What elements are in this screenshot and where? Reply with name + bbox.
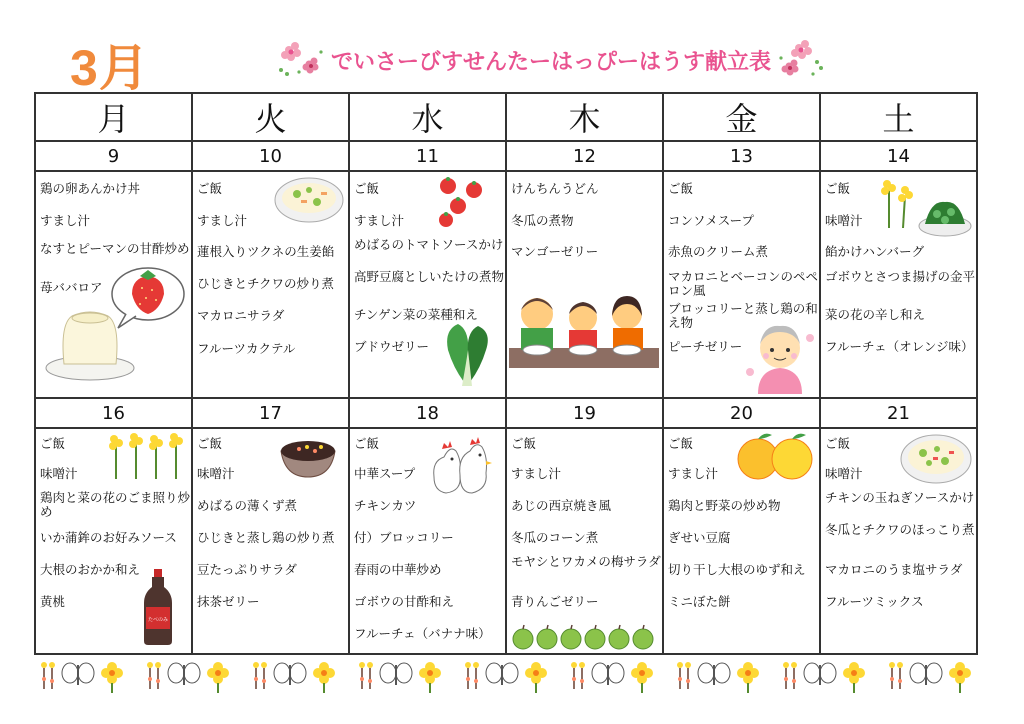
green-apple-icon [509,623,659,651]
plum-flower-icon [275,38,325,82]
date-cell: 17 [192,398,349,428]
weekday-mon: 月 [35,93,192,141]
menu-item: すまし汁 [511,466,562,481]
menu-item: ブドウゼリー [354,339,430,354]
day-cell [349,171,506,398]
weekday-wed: 水 [349,93,506,141]
family-eating-noodles-icon [509,284,659,368]
menu-item: ピーチゼリー [668,339,743,354]
date-cell: 9 [35,141,192,171]
menu-item: マンゴーゼリー [511,244,599,259]
menu-item: 切り干し大根のゆず和え [668,562,806,577]
menu-item: すまし汁 [40,213,91,228]
header [0,0,1024,96]
day-cell [506,428,663,654]
date-cell: 16 [35,398,192,428]
title-banner [275,38,827,82]
greens-dish-icon [917,192,973,238]
bok-choy-icon [432,320,502,390]
menu-item: マカロニのうま塩サラダ [825,562,963,577]
tomato-icon [436,174,492,228]
chicken-icon [426,431,502,507]
menu-item: ひじきと蒸し鶏の炒り煮 [197,530,335,545]
menu-item: 黄桃 [40,594,66,609]
menu-item: 菜の花の辛し和え [825,307,926,322]
date-cell: 13 [663,141,820,171]
day-cell [35,428,192,654]
plum-flower-icon [777,38,827,82]
menu-item: すまし汁 [197,213,248,228]
day-cell [192,428,349,654]
menu-item: 中華スープ [354,466,416,481]
menu-item: ぎせい豆腐 [668,530,731,545]
menu-item: フルーツカクテル [197,341,296,356]
date-row [35,398,977,428]
menu-item: モヤシとワカメの梅サラダ [511,554,661,569]
bavarois-dessert-icon [42,264,190,388]
bottle-label: たべのみ [147,617,169,623]
elderly-woman-eating-icon [744,322,816,396]
menu-item: 冬瓜の煮物 [511,213,574,228]
menu-item: 味噌汁 [825,466,863,481]
menu-item: けんちんうどん [511,181,599,196]
menu-item: いか蒲鉾のお好みソース [40,530,177,545]
date-cell: 21 [820,398,977,428]
menu-item: あじの西京焼き風 [511,498,612,513]
menu-item: 苺ババロア [40,280,103,295]
flower-butterfly-border-icon [34,655,978,695]
menu-item: なすとピーマンの甘酢炒め [40,241,190,256]
menu-item: ご飯 [197,181,223,196]
day-cell [35,171,192,398]
menu-item: ミニぼた餅 [668,594,731,609]
day-cell [506,171,663,398]
menu-item: めばるの薄くず煮 [197,498,298,513]
menu-calendar [34,92,978,655]
menu-row [35,171,977,398]
date-cell: 19 [506,398,663,428]
day-cell [820,171,977,398]
date-cell: 11 [349,141,506,171]
menu-item: 大根のおかか和え [40,562,141,577]
yuzu-citrus-icon [734,429,816,483]
day-cell [663,171,820,398]
salad-bowl-icon [899,431,973,487]
weekday-tue: 火 [192,93,349,141]
menu-item: 味噌汁 [197,466,235,481]
menu-item: 冬瓜のコーン煮 [511,530,599,545]
menu-item: ゴボウの甘酢和え [354,594,455,609]
date-cell: 10 [192,141,349,171]
day-cell [820,428,977,654]
menu-item: ご飯 [825,436,851,451]
weekday-fri: 金 [663,93,820,141]
menu-item: すまし汁 [354,213,405,228]
menu-item: チキンの玉ねぎソースかけ [825,490,975,505]
date-cell: 14 [820,141,977,171]
rapeseed-flower-icon [877,176,917,230]
menu-item: 抹茶ゼリー [197,594,260,609]
menu-item: コンソメスープ [668,213,755,228]
menu-item: ご飯 [668,436,694,451]
menu-item: マカロニとベーコンのペペロン風 [668,269,819,298]
menu-item: ブロッコリーと蒸し鶏の和え物 [668,301,818,330]
menu-item: 餡かけハンバーグ [825,244,925,259]
day-cell [192,171,349,398]
menu-item: 鶏の卵あんかけ丼 [40,181,141,196]
menu-title: でいさーびすせんたーはっぴーはうす献立表 [331,49,772,75]
menu-item: 蓮根入りツクネの生姜餡 [197,244,335,259]
date-cell: 20 [663,398,820,428]
menu-item: ゴボウとさつま揚げの金平 [825,269,976,284]
menu-item: 付）ブロッコリー [354,530,454,545]
menu-item: ひじきとチクワの炒り煮 [197,276,335,291]
menu-item: 春雨の中華炒め [354,562,442,577]
menu-item: フルーツミックス [825,594,924,609]
weekday-sat: 土 [820,93,977,141]
date-row [35,141,977,171]
menu-item: 鶏肉と菜の花のごま照り炒め [40,490,191,519]
menu-item: 冬瓜とチクワのほっこり煮 [825,522,975,537]
menu-item: ご飯 [825,181,851,196]
menu-item: 豆たっぷりサラダ [197,562,297,577]
menu-item: 高野豆腐としいたけの煮物 [354,269,505,284]
date-cell: 12 [506,141,663,171]
menu-item: ご飯 [40,436,66,451]
menu-item: 鶏肉と野菜の炒め物 [668,498,781,513]
menu-item: 青りんごゼリー [511,594,599,609]
menu-item: マカロニサラダ [197,308,285,323]
menu-item: すまし汁 [668,466,719,481]
month-title: 3月 [70,40,150,96]
rapeseed-flower-icon [106,431,186,481]
menu-item: ご飯 [668,181,694,196]
menu-item: ご飯 [511,436,537,451]
menu-item: 味噌汁 [825,213,863,228]
menu-item: 赤魚のクリーム煮 [668,244,769,259]
menu-item: フルーチェ（オレンジ味） [825,339,974,354]
day-cell [663,428,820,654]
weekday-header-row [35,93,977,141]
macaroni-salad-icon [273,174,345,228]
menu-item: ご飯 [354,436,380,451]
day-cell [349,428,506,654]
hijiki-dish-icon [277,431,339,481]
menu-item: ご飯 [354,181,380,196]
menu-item: チンゲン菜の菜種和え [354,307,478,322]
menu-row [35,428,977,654]
decorative-footer-border [34,655,978,695]
sauce-bottle-icon [140,569,176,645]
weekday-thu: 木 [506,93,663,141]
menu-item: ご飯 [197,436,223,451]
menu-item: フルーチェ（バナナ味） [354,626,491,641]
menu-item: 味噌汁 [40,466,78,481]
menu-item: めばるのトマトソースかけ [354,237,504,252]
date-cell: 18 [349,398,506,428]
menu-item: チキンカツ [354,498,417,513]
